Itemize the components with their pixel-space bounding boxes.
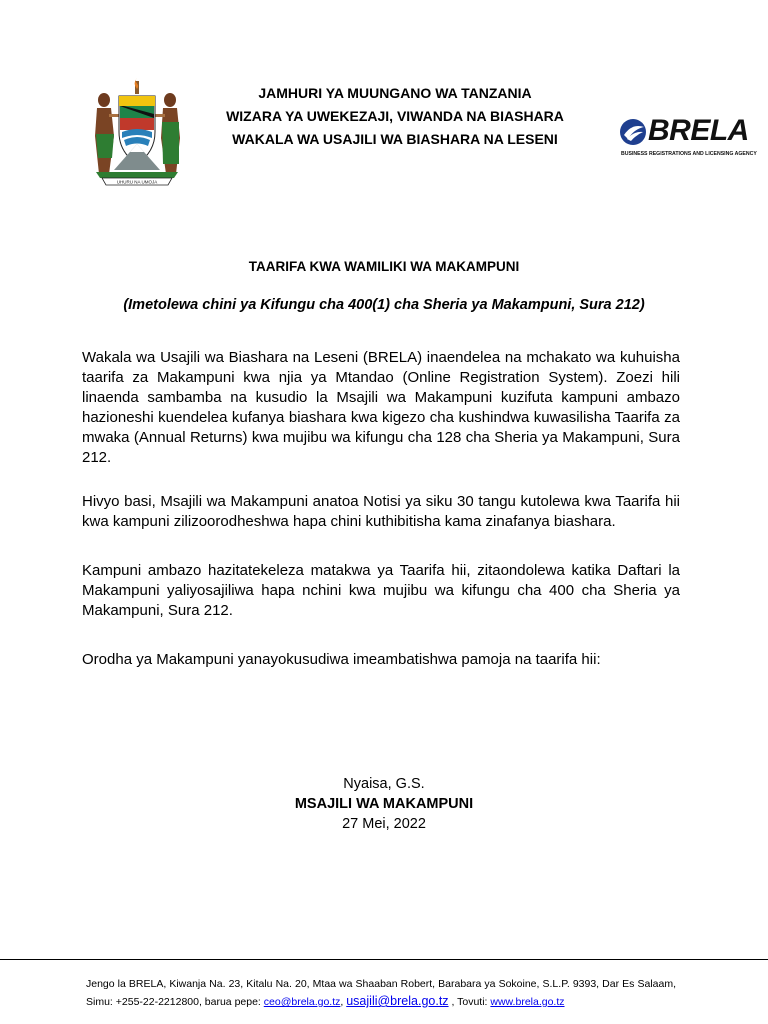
- body-paragraph: Orodha ya Makampuni yanayokusudiwa imeambatishwa pamoja na taarifa hii:: [82, 651, 601, 668]
- coat-of-arms-icon: [86, 78, 188, 186]
- body-paragraph: Kampuni ambazo hazitatekeleza matakwa ya Taarifa hii, zitaondolewa katika Daftari la Makampuni yaliyosajiliwa hapa nchini kwa mujibu wa kifungu cha 400 cha Sheria ya Makampuni, Sura 212.: [82, 562, 680, 619]
- website-link[interactable]: www.brela.go.tz: [490, 996, 565, 1008]
- footer-address: Jengo la BRELA, Kiwanja Na. 23, Kitalu Na. 20, Mtaa wa Shaaban Robert, Barabara ya Sokoine, S.L.P. 9393, Dar Es Salaam, Simu: +255-22-2212800, barua pepe:: [86, 978, 676, 1008]
- brela-wordmark: BRELA: [648, 114, 749, 147]
- notice-subtitle: (Imetolewa chini ya Kifungu cha 400(1) cha Sheria ya Makampuni, Sura 212): [123, 297, 645, 313]
- signature-date: 27 Mei, 2022: [342, 816, 426, 832]
- footer-website-label: , Tovuti:: [448, 996, 491, 1008]
- country-name: JAMHURI YA MUUNGANO WA TANZANIA: [258, 85, 532, 101]
- usajili-email-link[interactable]: usajili@brela.go.tz: [346, 994, 449, 1008]
- brela-swoosh-icon: [618, 117, 648, 147]
- letterhead: [0, 78, 768, 188]
- ceo-email-link[interactable]: ceo@brela.go.tz: [263, 996, 341, 1008]
- body-paragraph: Hivyo basi, Msajili wa Makampuni anatoa Notisi ya siku 30 tangu kutolewa kwa Taarifa hii kwa kampuni zilizoorodheshwa hapa chini kuthibitisha kama zinafanya biashara.: [82, 493, 680, 530]
- signature-block: [0, 774, 768, 834]
- brela-tagline: BUSINESS REGISTRATIONS AND LICENSING AGENCY: [621, 151, 757, 157]
- footer-divider: [0, 959, 768, 960]
- coat-banner-text: UHURU NA UMOJA: [116, 179, 158, 185]
- agency-name: WAKALA WA USAJILI WA BIASHARA NA LESENI: [232, 131, 558, 147]
- brela-logo: [618, 115, 760, 161]
- footer-contact: [86, 976, 676, 1011]
- letterhead-titles: [190, 82, 600, 151]
- ministry-name: WIZARA YA UWEKEZAJI, VIWANDA NA BIASHARA: [226, 108, 564, 124]
- signatory-name: Nyaisa, G.S.: [343, 776, 425, 792]
- body-paragraph: Wakala wa Usajili wa Biashara na Leseni (BRELA) inaendelea na mchakato wa kuhuisha taarifa za Makampuni kwa njia ya Mtandao (Online Registration System). Zoezi hili linaenda sambamba na kusudio la Msajili wa Makampuni kuzifuta kampuni ambazo hazioneshi kuendelea kufanya biashara kwa kigezo cha kushindwa kuwasilisha Taarifa za mwaka (Annual Returns) kwa mujibu wa kifungu cha 128 cha Sheria ya Makampuni, Sura 212.: [82, 349, 680, 466]
- footer-separator: ,: [340, 996, 347, 1008]
- notice-title: TAARIFA KWA WAMILIKI WA MAKAMPUNI: [248, 259, 520, 274]
- signatory-position: MSAJILI WA MAKAMPUNI: [294, 796, 474, 812]
